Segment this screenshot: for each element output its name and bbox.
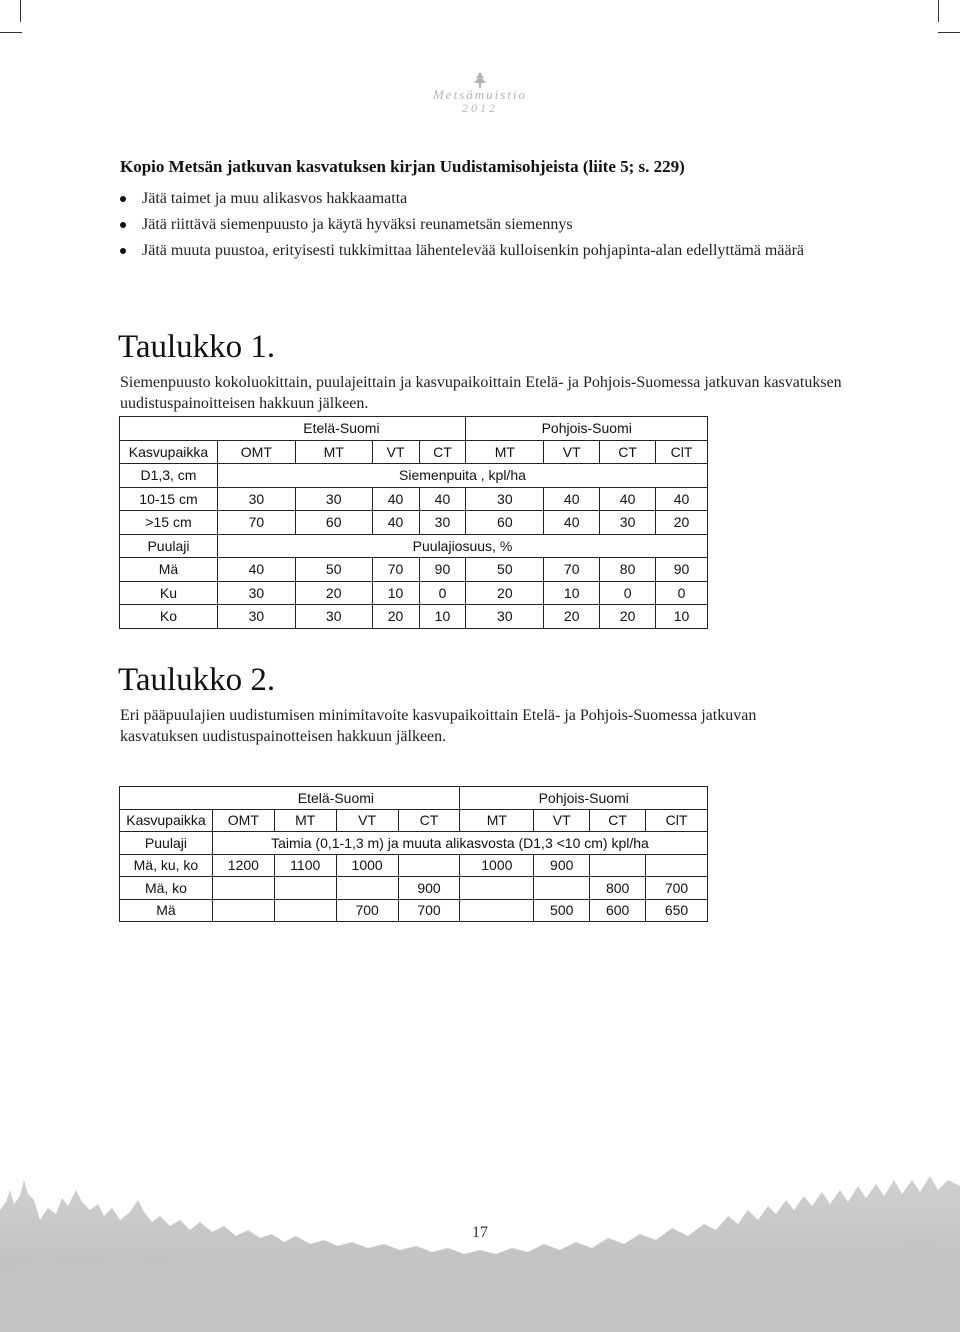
- table-row: [120, 581, 708, 605]
- table-cell: 700: [336, 899, 398, 922]
- row-header: Kasvupaikka: [120, 809, 213, 832]
- table-row: [120, 417, 708, 441]
- table-cell: 0: [419, 581, 466, 605]
- table-cell: 650: [646, 899, 708, 922]
- table-cell: [274, 899, 336, 922]
- table-cell: 700: [398, 899, 460, 922]
- column-header: OMT: [212, 809, 274, 832]
- row-label: Mä, ku, ko: [120, 854, 213, 877]
- column-header: OMT: [217, 440, 295, 464]
- table-cell: 90: [656, 558, 708, 582]
- table-cell: 0: [600, 581, 656, 605]
- row-header: Kasvupaikka: [120, 440, 218, 464]
- column-header: MT: [466, 440, 544, 464]
- column-header: MT: [460, 809, 534, 832]
- table-cell: [212, 877, 274, 900]
- table-cell: 70: [372, 558, 419, 582]
- table-cell: 30: [295, 487, 372, 511]
- list-item: Jätä muuta puustoa, erityisesti tukkimittaa lähentelevää kulloisenkin pohjapinta-alan edellyttämä määrä: [120, 240, 804, 266]
- section-unit: Puulajiosuus, %: [217, 534, 707, 558]
- table-cell: [212, 899, 274, 922]
- region-south-header: Etelä-Suomi: [217, 417, 465, 441]
- tree-icon: [473, 72, 487, 88]
- table-cell: [274, 877, 336, 900]
- table-row: [120, 487, 708, 511]
- table-cell: 10: [544, 581, 600, 605]
- row-label: Ko: [120, 605, 218, 629]
- table-row: [120, 558, 708, 582]
- table-row: [120, 854, 708, 877]
- table-cell: 40: [544, 487, 600, 511]
- region-north-header: Pohjois-Suomi: [466, 417, 708, 441]
- table-cell: 40: [419, 487, 466, 511]
- table-cell: 20: [295, 581, 372, 605]
- table-cell: 70: [544, 558, 600, 582]
- column-header: VT: [372, 440, 419, 464]
- table-cell: [398, 854, 460, 877]
- column-header: VT: [534, 809, 590, 832]
- column-header: VT: [544, 440, 600, 464]
- table2: [119, 786, 708, 922]
- column-header: CT: [398, 809, 460, 832]
- table-cell: [460, 899, 534, 922]
- column-header: MT: [274, 809, 336, 832]
- table-cell: 60: [295, 511, 372, 535]
- section-unit: Siemenpuita , kpl/ha: [217, 464, 707, 488]
- table-cell: [534, 877, 590, 900]
- section-label: Puulaji: [120, 832, 213, 855]
- column-header: ClT: [656, 440, 708, 464]
- table-cell: 0: [656, 581, 708, 605]
- table-cell: 40: [372, 511, 419, 535]
- table-row: [120, 511, 708, 535]
- table-cell: 30: [466, 487, 544, 511]
- table1: [119, 416, 708, 629]
- table-cell: 700: [646, 877, 708, 900]
- table1-caption: Siemenpuusto kokoluokittain, puulajeittain ja kasvupaikoittain Etelä- ja Pohjois-Suomessa jatkuvan kasvatuksen uudistuspainoitteisen hakkuun jälkeen.: [120, 374, 842, 412]
- row-label: Mä, ko: [120, 877, 213, 900]
- table-row: [120, 440, 708, 464]
- table-cell: 20: [600, 605, 656, 629]
- table-cell: 30: [466, 605, 544, 629]
- metsamuistio-logo: [430, 72, 530, 115]
- table-cell: 30: [419, 511, 466, 535]
- column-header: CT: [590, 809, 646, 832]
- table-cell: 40: [600, 487, 656, 511]
- table-cell: 1000: [460, 854, 534, 877]
- table-row: [120, 605, 708, 629]
- logo-year: 2012: [462, 101, 498, 115]
- section-heading: Kopio Metsän jatkuvan kasvatuksen kirjan Uudistamisohjeista (liite 5; s. 229): [120, 157, 685, 176]
- table-cell: 20: [372, 605, 419, 629]
- table-cell: 30: [295, 605, 372, 629]
- table-cell: 30: [217, 487, 295, 511]
- row-label: 10-15 cm: [120, 487, 218, 511]
- table-cell: 60: [466, 511, 544, 535]
- table-cell: 40: [544, 511, 600, 535]
- bullet-icon: [120, 248, 126, 254]
- table-row: [120, 832, 708, 855]
- table-row: [120, 809, 708, 832]
- table-cell: 70: [217, 511, 295, 535]
- table-cell: [336, 877, 398, 900]
- table-cell: 900: [398, 877, 460, 900]
- section-unit: Taimia (0,1-1,3 m) ja muuta alikasvosta (D1,3 <10 cm) kpl/ha: [212, 832, 707, 855]
- section-label: D1,3, cm: [120, 464, 218, 488]
- table-row: [120, 787, 708, 810]
- table-cell: 90: [419, 558, 466, 582]
- table-cell: 40: [372, 487, 419, 511]
- logo-name: Metsämuistio: [432, 87, 528, 102]
- table-row: [120, 534, 708, 558]
- table-row: [120, 899, 708, 922]
- table-cell: 1000: [336, 854, 398, 877]
- table-cell: 80: [600, 558, 656, 582]
- row-label: >15 cm: [120, 511, 218, 535]
- table-cell: 30: [217, 605, 295, 629]
- table-cell: [590, 854, 646, 877]
- table-cell: 1200: [212, 854, 274, 877]
- row-label: Ku: [120, 581, 218, 605]
- table-cell: [646, 854, 708, 877]
- section-label: Puulaji: [120, 534, 218, 558]
- column-header: ClT: [646, 809, 708, 832]
- crop-mark-top-right: [930, 0, 952, 22]
- column-header: VT: [336, 809, 398, 832]
- table-row: [120, 464, 708, 488]
- row-label: Mä: [120, 558, 218, 582]
- table-cell: [120, 787, 213, 810]
- table-cell: 10: [419, 605, 466, 629]
- crop-mark-top-left: [0, 0, 22, 22]
- table-cell: 800: [590, 877, 646, 900]
- table-cell: 20: [544, 605, 600, 629]
- table-cell: 500: [534, 899, 590, 922]
- table-cell: 900: [534, 854, 590, 877]
- table-cell: 20: [466, 581, 544, 605]
- table-cell: 50: [295, 558, 372, 582]
- column-header: CT: [419, 440, 466, 464]
- page-number: 17: [472, 1224, 488, 1241]
- table-cell: 40: [656, 487, 708, 511]
- table-cell: [460, 877, 534, 900]
- table-cell: 10: [372, 581, 419, 605]
- table-cell: [120, 417, 218, 441]
- table-cell: 20: [656, 511, 708, 535]
- list-item: Jätä taimet ja muu alikasvos hakkaamatta: [120, 188, 804, 214]
- bullet-icon: [120, 196, 126, 202]
- table-cell: 600: [590, 899, 646, 922]
- table-cell: 30: [600, 511, 656, 535]
- table1-title: Taulukko 1.: [118, 329, 276, 365]
- table-cell: 40: [217, 558, 295, 582]
- table-cell: 10: [656, 605, 708, 629]
- region-south-header: Etelä-Suomi: [212, 787, 460, 810]
- row-label: Mä: [120, 899, 213, 922]
- table-cell: 30: [217, 581, 295, 605]
- column-header: CT: [600, 440, 656, 464]
- table-cell: 1100: [274, 854, 336, 877]
- table-cell: 50: [466, 558, 544, 582]
- table-row: [120, 877, 708, 900]
- region-north-header: Pohjois-Suomi: [460, 787, 708, 810]
- instruction-list: [120, 188, 804, 266]
- table2-caption: Eri pääpuulajien uudistumisen minimitavoite kasvupaikoittain Etelä- ja Pohjois-Suomessa jatkuvan kasvatuksen uudistuspainotteisen hakkuun jälkeen.: [120, 707, 757, 745]
- list-item: Jätä riittävä siemenpuusto ja käytä hyväksi reunametsän siemennys: [120, 214, 804, 240]
- bullet-icon: [120, 222, 126, 228]
- table2-title: Taulukko 2.: [118, 662, 276, 698]
- column-header: MT: [295, 440, 372, 464]
